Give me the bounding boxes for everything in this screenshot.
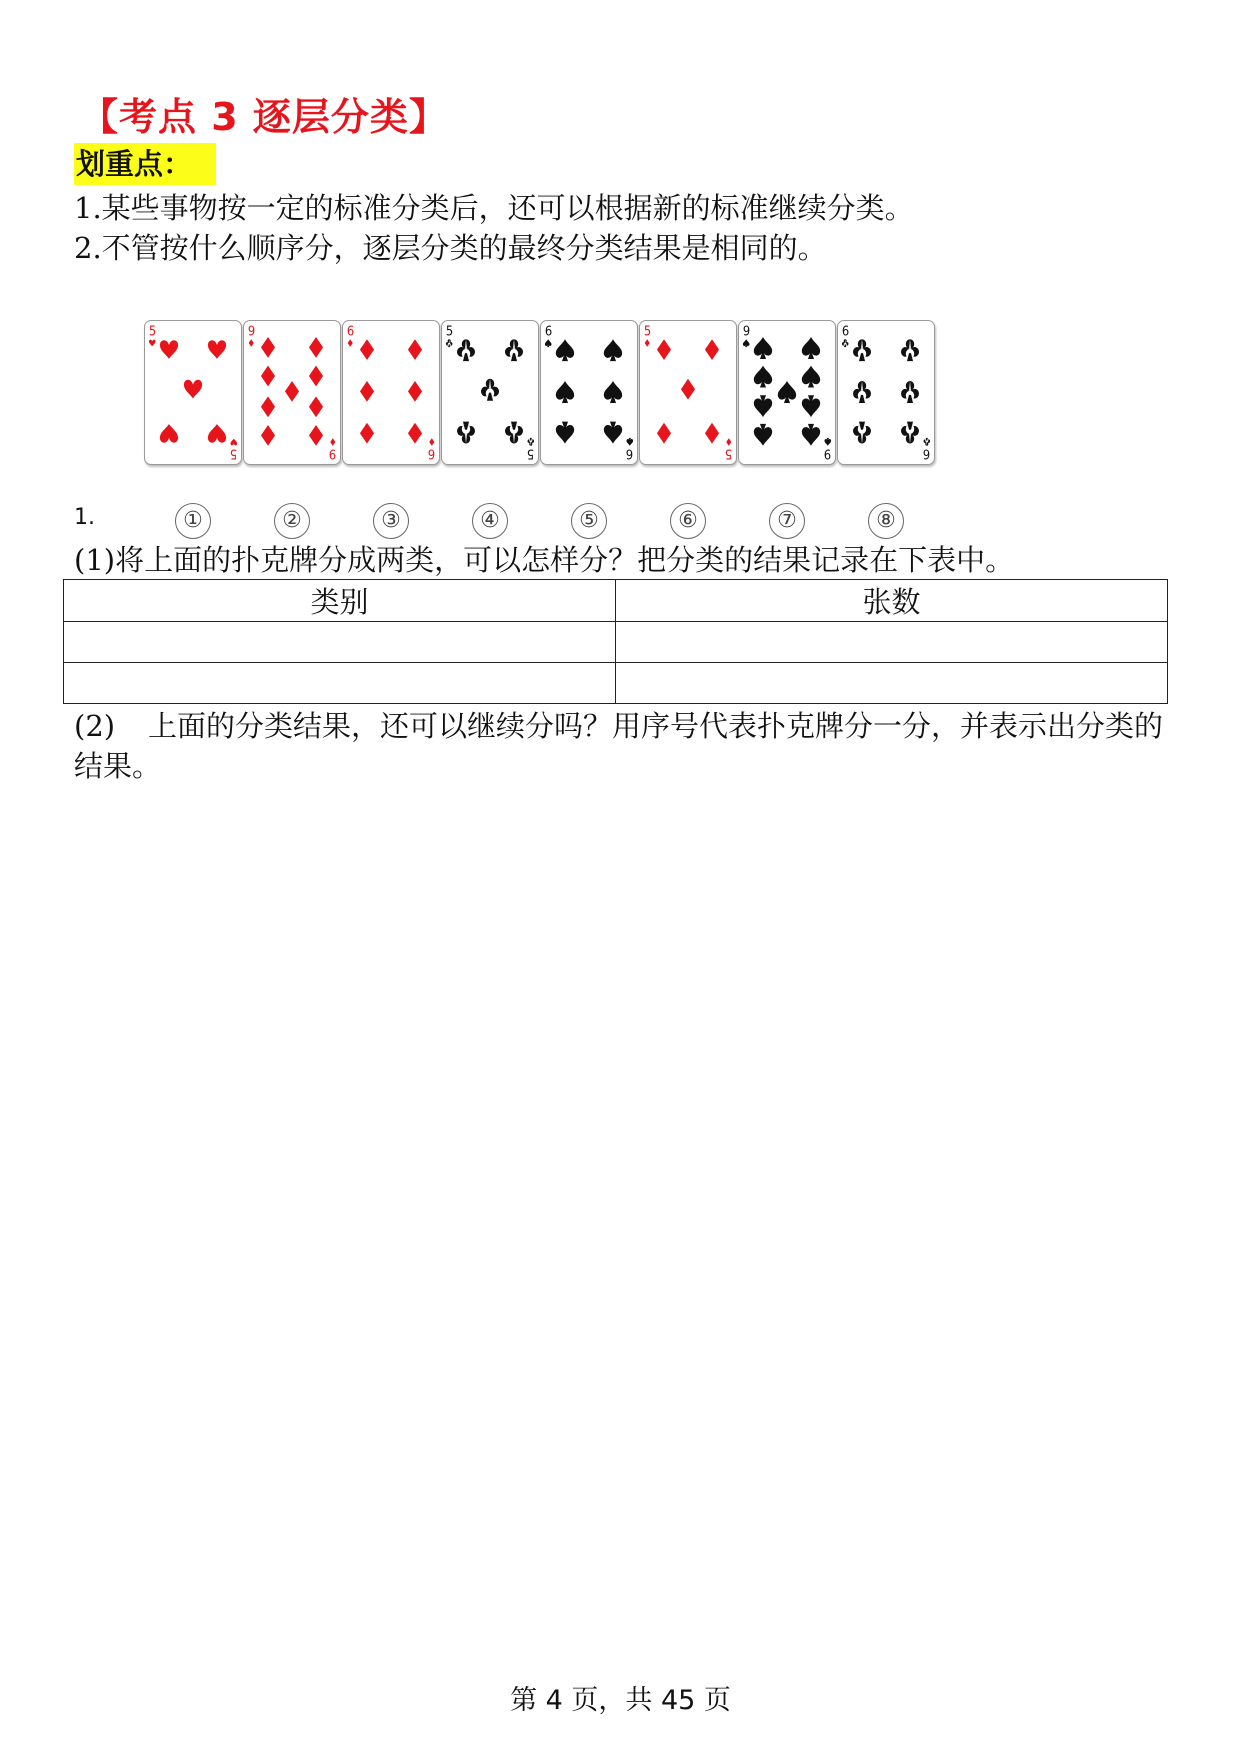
diamond-pip-icon bbox=[261, 337, 275, 358]
diamond-pip-icon bbox=[681, 379, 695, 400]
club-pip-icon bbox=[901, 422, 919, 444]
classification-table bbox=[63, 579, 1168, 704]
heart-pip-icon bbox=[184, 380, 202, 399]
header-count: 张数 bbox=[616, 580, 1168, 622]
table-row bbox=[64, 622, 1168, 663]
diamond-pip-icon bbox=[360, 339, 374, 360]
section-title: 【考点 3 逐层分类】 bbox=[80, 95, 448, 139]
question-1-text: (1)将上面的扑克牌分成两类，可以怎样分？把分类的结果记录在下表中。 bbox=[74, 543, 1015, 577]
spade-pip-icon bbox=[802, 424, 820, 446]
diamond-pip-icon bbox=[657, 339, 671, 360]
page-footer: 第 4 页，共 45 页 bbox=[510, 1685, 731, 1716]
spade-pip-icon bbox=[754, 424, 772, 446]
diamond-pip-icon bbox=[408, 381, 422, 402]
card-face bbox=[343, 321, 439, 464]
card-face bbox=[145, 321, 241, 464]
answer-cell-category[interactable] bbox=[64, 622, 616, 663]
card-face bbox=[739, 321, 835, 464]
svg-text:5: 5 bbox=[643, 323, 652, 339]
spade-pip-icon bbox=[802, 366, 820, 388]
card-number-6: ⑥ bbox=[670, 503, 706, 539]
diamond-pip-icon bbox=[360, 381, 374, 402]
svg-text:6: 6 bbox=[346, 323, 355, 339]
key-points-label: 划重点： bbox=[74, 143, 216, 185]
svg-text:6: 6 bbox=[841, 323, 850, 339]
playing-card-8 bbox=[837, 320, 935, 465]
diamond-pip-icon bbox=[309, 366, 323, 387]
club-pip-icon bbox=[901, 381, 919, 403]
card-number-7: ⑦ bbox=[769, 503, 805, 539]
diamond-pip-icon bbox=[261, 425, 275, 446]
question-number: 1. bbox=[74, 505, 95, 530]
heart-pip-icon bbox=[208, 340, 226, 359]
playing-card-3 bbox=[342, 320, 440, 465]
answer-cell-count[interactable] bbox=[616, 663, 1168, 704]
diamond-pip-icon bbox=[705, 339, 719, 360]
heart-pip-icon bbox=[160, 340, 178, 359]
answer-cell-category[interactable] bbox=[64, 663, 616, 704]
question-2-text: 上面的分类结果，还可以继续分吗？用序号代表扑克牌分一分，并表示出分类的结果。 bbox=[74, 709, 1164, 783]
diamond-pip-icon bbox=[309, 337, 323, 358]
diamond-pip-icon bbox=[285, 381, 299, 402]
key-point-2: 2.不管按什么顺序分，逐层分类的最终分类结果是相同的。 bbox=[74, 231, 827, 265]
playing-card-6 bbox=[639, 320, 737, 465]
spade-pip-icon bbox=[604, 422, 622, 444]
card-face bbox=[541, 321, 637, 464]
diamond-pip-icon bbox=[360, 423, 374, 444]
table-header-row bbox=[64, 580, 1168, 622]
svg-text:6: 6 bbox=[427, 446, 436, 462]
club-pip-icon bbox=[481, 379, 499, 401]
svg-text:5: 5 bbox=[148, 323, 157, 339]
heart-pip-icon bbox=[208, 424, 226, 443]
card-number-5: ⑤ bbox=[571, 503, 607, 539]
spade-pip-icon bbox=[754, 395, 772, 417]
club-pip-icon bbox=[505, 422, 523, 444]
svg-text:5: 5 bbox=[445, 323, 454, 339]
svg-text:6: 6 bbox=[922, 446, 931, 462]
svg-text:9: 9 bbox=[742, 323, 751, 339]
spade-pip-icon bbox=[778, 381, 796, 403]
question-2-number: (2) bbox=[74, 709, 116, 743]
diamond-pip-icon bbox=[261, 366, 275, 387]
club-pip-icon bbox=[853, 381, 871, 403]
club-pip-icon bbox=[901, 339, 919, 361]
svg-text:5: 5 bbox=[724, 446, 733, 462]
card-number-2: ② bbox=[274, 503, 310, 539]
playing-card-4 bbox=[441, 320, 539, 465]
card-number-8: ⑧ bbox=[868, 503, 904, 539]
svg-text:5: 5 bbox=[229, 446, 238, 462]
card-number-3: ③ bbox=[373, 503, 409, 539]
spade-pip-icon bbox=[556, 422, 574, 444]
club-pip-icon bbox=[457, 422, 475, 444]
card-face bbox=[442, 321, 538, 464]
spade-pip-icon bbox=[754, 337, 772, 359]
club-pip-icon bbox=[505, 339, 523, 361]
card-number-1: ① bbox=[175, 503, 211, 539]
playing-card-5 bbox=[540, 320, 638, 465]
card-face bbox=[244, 321, 340, 464]
heart-pip-icon bbox=[160, 424, 178, 443]
diamond-pip-icon bbox=[261, 396, 275, 417]
diamond-pip-icon bbox=[408, 423, 422, 444]
spade-pip-icon bbox=[556, 339, 574, 361]
card-number-4: ④ bbox=[472, 503, 508, 539]
diamond-pip-icon bbox=[309, 396, 323, 417]
card-face bbox=[838, 321, 934, 464]
spade-pip-icon bbox=[802, 395, 820, 417]
playing-cards-illustration bbox=[144, 320, 1024, 533]
playing-card-1 bbox=[144, 320, 242, 465]
svg-text:9: 9 bbox=[247, 323, 256, 339]
svg-text:6: 6 bbox=[625, 446, 634, 462]
spade-pip-icon bbox=[604, 381, 622, 403]
club-pip-icon bbox=[457, 339, 475, 361]
spade-pip-icon bbox=[754, 366, 772, 388]
spade-pip-icon bbox=[604, 339, 622, 361]
spade-pip-icon bbox=[556, 381, 574, 403]
svg-text:9: 9 bbox=[823, 446, 832, 462]
header-category: 类别 bbox=[64, 580, 616, 622]
playing-card-2 bbox=[243, 320, 341, 465]
diamond-pip-icon bbox=[309, 425, 323, 446]
club-pip-icon bbox=[853, 339, 871, 361]
diamond-pip-icon bbox=[705, 423, 719, 444]
svg-text:9: 9 bbox=[328, 446, 337, 462]
diamond-pip-icon bbox=[657, 423, 671, 444]
spade-pip-icon bbox=[802, 337, 820, 359]
svg-text:5: 5 bbox=[526, 446, 535, 462]
key-point-1: 1.某些事物按一定的标准分类后，还可以根据新的标准继续分类。 bbox=[74, 191, 914, 225]
playing-card-7 bbox=[738, 320, 836, 465]
card-face bbox=[640, 321, 736, 464]
answer-cell-count[interactable] bbox=[616, 622, 1168, 663]
table-row bbox=[64, 663, 1168, 704]
club-pip-icon bbox=[853, 422, 871, 444]
svg-text:6: 6 bbox=[544, 323, 553, 339]
diamond-pip-icon bbox=[408, 339, 422, 360]
question-2 bbox=[74, 706, 1164, 786]
